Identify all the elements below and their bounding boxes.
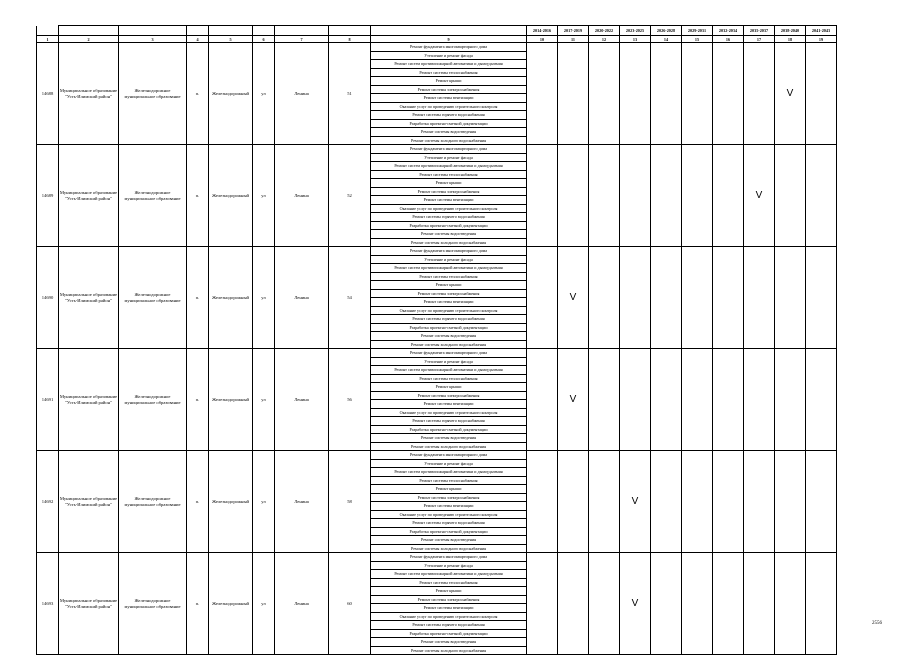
schedule-cell bbox=[527, 43, 558, 145]
street-type-cell-text: ул bbox=[261, 600, 266, 606]
column-number-cell: 19 bbox=[806, 36, 837, 43]
year-header-cell: 2035-2037 bbox=[744, 26, 775, 36]
street-cell-text: Ленина bbox=[294, 600, 309, 606]
street-cell bbox=[275, 247, 329, 349]
settlement-cell bbox=[119, 553, 187, 655]
year-header-row bbox=[37, 26, 837, 36]
work-type-cell: Ремонт системы вентиляции bbox=[371, 604, 527, 613]
schedule-cell bbox=[589, 43, 620, 145]
municipality-cell bbox=[59, 43, 119, 145]
settlement-cell-text: Железнодорожное муниципальное образование bbox=[124, 189, 181, 201]
street-cell-text: Ленина bbox=[294, 498, 309, 504]
schedule-cell bbox=[589, 145, 620, 247]
work-type-cell: Утепление и ремонт фасада bbox=[371, 51, 527, 60]
street-type-cell bbox=[253, 145, 275, 247]
column-number-cell: 17 bbox=[744, 36, 775, 43]
work-type-cell: Ремонт системы водоотведения bbox=[371, 638, 527, 647]
house-number-cell bbox=[329, 553, 371, 655]
work-type-cell: Ремонт фундамента многоквартирного дома bbox=[371, 451, 527, 460]
municipality-cell-text: Муниципальное образование "Усть-Илимский район" bbox=[59, 393, 118, 405]
blank-header-cell bbox=[253, 26, 275, 36]
record-id-text: 14692 bbox=[41, 498, 54, 504]
locality-cell bbox=[209, 451, 253, 553]
municipality-cell bbox=[59, 145, 119, 247]
street-cell bbox=[275, 451, 329, 553]
table-row bbox=[37, 145, 837, 154]
street-type-cell bbox=[253, 349, 275, 451]
schedule-cell bbox=[775, 247, 806, 349]
blank-header-cell bbox=[275, 26, 329, 36]
schedule-cell bbox=[806, 553, 837, 655]
settlement-type-cell bbox=[187, 43, 209, 145]
schedule-cell bbox=[682, 349, 713, 451]
street-cell-text: Ленина bbox=[294, 90, 309, 96]
work-type-cell: Ремонт фундамента многоквартирного дома bbox=[371, 553, 527, 562]
schedule-cell bbox=[589, 553, 620, 655]
settlement-cell-text: Железнодорожное муниципальное образование bbox=[124, 393, 181, 405]
work-type-cell: Разработка проектно-сметной документации bbox=[371, 221, 527, 230]
work-type-cell: Ремонт системы вентиляции bbox=[371, 400, 527, 409]
schedule-cell bbox=[713, 145, 744, 247]
blank-header-cell bbox=[119, 26, 187, 36]
work-type-cell: Ремонт систем противопожарной автоматики и дымоудаления bbox=[371, 60, 527, 69]
house-number-cell bbox=[329, 145, 371, 247]
work-type-cell: Ремонт системы теплоснабжения bbox=[371, 476, 527, 485]
work-type-cell: Утепление и ремонт фасада bbox=[371, 561, 527, 570]
settlement-type-cell-text: п. bbox=[195, 192, 200, 198]
column-number-cell: 13 bbox=[620, 36, 651, 43]
work-type-cell: Ремонт системы холодного водоснабжения bbox=[371, 442, 527, 451]
schedule-cell bbox=[806, 145, 837, 247]
work-type-cell: Утепление и ремонт фасада bbox=[371, 153, 527, 162]
settlement-type-cell bbox=[187, 553, 209, 655]
work-type-cell: Утепление и ремонт фасада bbox=[371, 357, 527, 366]
house-number-cell-text: 60 bbox=[347, 600, 352, 606]
schedule-cell bbox=[682, 43, 713, 145]
schedule-cell bbox=[589, 349, 620, 451]
schedule-cell bbox=[558, 43, 589, 145]
schedule-cell bbox=[527, 247, 558, 349]
municipality-cell-text: Муниципальное образование "Усть-Илимский район" bbox=[59, 189, 118, 201]
column-number-cell: 15 bbox=[682, 36, 713, 43]
document-page bbox=[36, 25, 837, 655]
municipality-cell bbox=[59, 349, 119, 451]
work-type-cell: Ремонт системы горячего водоснабжения bbox=[371, 621, 527, 630]
locality-cell bbox=[209, 43, 253, 145]
work-type-cell: Разработка проектно-сметной документации bbox=[371, 629, 527, 638]
column-number-cell: 6 bbox=[253, 36, 275, 43]
work-type-cell: Ремонт системы горячего водоснабжения bbox=[371, 315, 527, 324]
column-number-cell: 2 bbox=[59, 36, 119, 43]
settlement-cell bbox=[119, 451, 187, 553]
settlement-type-cell-text: п. bbox=[195, 498, 200, 504]
street-type-cell-text: ул bbox=[261, 498, 266, 504]
schedule-cell bbox=[527, 451, 558, 553]
record-id bbox=[37, 349, 59, 451]
locality-cell-text: Железнодорожный bbox=[211, 396, 250, 402]
work-type-cell: Ремонт системы горячего водоснабжения bbox=[371, 111, 527, 120]
street-type-cell-text: ул bbox=[261, 192, 266, 198]
settlement-type-cell bbox=[187, 349, 209, 451]
street-type-cell-text: ул bbox=[261, 396, 266, 402]
settlement-type-cell-text: п. bbox=[195, 294, 200, 300]
house-number-cell-text: 56 bbox=[347, 396, 352, 402]
schedule-cell bbox=[775, 553, 806, 655]
record-id-text: 14689 bbox=[41, 192, 54, 198]
schedule-cell bbox=[558, 553, 589, 655]
house-number-cell bbox=[329, 349, 371, 451]
locality-cell bbox=[209, 349, 253, 451]
work-type-cell: Ремонт системы холодного водоснабжения bbox=[371, 646, 527, 655]
blank-header-cell bbox=[187, 26, 209, 36]
work-type-cell: Ремонт системы горячего водоснабжения bbox=[371, 519, 527, 528]
column-number-cell: 18 bbox=[775, 36, 806, 43]
street-type-cell-text: ул bbox=[261, 90, 266, 96]
schedule-cell bbox=[651, 553, 682, 655]
schedule-mark: V bbox=[620, 451, 651, 553]
municipality-cell-text: Муниципальное образование "Усть-Илимский район" bbox=[59, 495, 118, 507]
record-id-text: 14691 bbox=[41, 396, 54, 402]
schedule-cell bbox=[527, 145, 558, 247]
schedule-cell bbox=[527, 349, 558, 451]
column-number-cell: 10 bbox=[527, 36, 558, 43]
work-type-cell: Утепление и ремонт фасада bbox=[371, 255, 527, 264]
street-cell bbox=[275, 349, 329, 451]
record-id bbox=[37, 43, 59, 145]
schedule-cell bbox=[589, 247, 620, 349]
year-header-cell: 2017-2019 bbox=[558, 26, 589, 36]
schedule-cell bbox=[713, 553, 744, 655]
locality-cell-text: Железнодорожный bbox=[211, 600, 250, 606]
capital-repair-table bbox=[36, 25, 837, 655]
column-number-cell: 12 bbox=[589, 36, 620, 43]
work-type-cell: Оказание услуг по проведению строительного контроля bbox=[371, 102, 527, 111]
work-type-cell: Ремонт системы электроснабжения bbox=[371, 595, 527, 604]
work-type-cell: Ремонт системы вентиляции bbox=[371, 298, 527, 307]
settlement-type-cell bbox=[187, 145, 209, 247]
street-cell-text: Ленина bbox=[294, 294, 309, 300]
locality-cell-text: Железнодорожный bbox=[211, 498, 250, 504]
schedule-cell bbox=[620, 43, 651, 145]
work-type-cell: Ремонт системы теплоснабжения bbox=[371, 68, 527, 77]
schedule-cell bbox=[651, 247, 682, 349]
house-number-cell bbox=[329, 247, 371, 349]
column-number-cell: 1 bbox=[37, 36, 59, 43]
schedule-cell bbox=[620, 247, 651, 349]
schedule-cell bbox=[620, 145, 651, 247]
house-number-cell bbox=[329, 43, 371, 145]
settlement-type-cell bbox=[187, 451, 209, 553]
work-type-cell: Утепление и ремонт фасада bbox=[371, 459, 527, 468]
work-type-cell: Ремонт системы вентиляции bbox=[371, 94, 527, 103]
work-type-cell: Ремонт систем противопожарной автоматики и дымоудаления bbox=[371, 570, 527, 579]
work-type-cell: Ремонт фундамента многоквартирного дома bbox=[371, 43, 527, 52]
year-header-cell: 2014-2016 bbox=[527, 26, 558, 36]
settlement-type-cell-text: п. bbox=[195, 600, 200, 606]
blank-header-cell bbox=[37, 26, 59, 36]
locality-cell-text: Железнодорожный bbox=[211, 90, 250, 96]
work-type-cell: Оказание услуг по проведению строительного контроля bbox=[371, 204, 527, 213]
settlement-cell bbox=[119, 247, 187, 349]
work-type-cell: Ремонт крыши bbox=[371, 179, 527, 188]
street-type-cell bbox=[253, 43, 275, 145]
column-number-cell: 5 bbox=[209, 36, 253, 43]
work-type-cell: Ремонт крыши bbox=[371, 281, 527, 290]
work-type-cell: Ремонт системы теплоснабжения bbox=[371, 374, 527, 383]
work-type-cell: Ремонт системы вентиляции bbox=[371, 196, 527, 205]
work-type-cell: Ремонт систем противопожарной автоматики и дымоудаления bbox=[371, 468, 527, 477]
work-type-cell: Ремонт фундамента многоквартирного дома bbox=[371, 145, 527, 154]
column-number-cell: 11 bbox=[558, 36, 589, 43]
work-type-cell: Ремонт системы холодного водоснабжения bbox=[371, 238, 527, 247]
municipality-cell-text: Муниципальное образование "Усть-Илимский район" bbox=[59, 291, 118, 303]
municipality-cell bbox=[59, 451, 119, 553]
street-cell-text: Ленина bbox=[294, 192, 309, 198]
settlement-cell-text: Железнодорожное муниципальное образование bbox=[124, 495, 181, 507]
column-number-cell: 3 bbox=[119, 36, 187, 43]
schedule-cell bbox=[651, 451, 682, 553]
street-cell bbox=[275, 145, 329, 247]
settlement-cell-text: Железнодорожное муниципальное образование bbox=[124, 291, 181, 303]
schedule-cell bbox=[682, 553, 713, 655]
work-type-cell: Ремонт фундамента многоквартирного дома bbox=[371, 349, 527, 358]
municipality-cell bbox=[59, 247, 119, 349]
work-type-cell: Ремонт системы электроснабжения bbox=[371, 289, 527, 298]
work-type-cell: Ремонт системы электроснабжения bbox=[371, 85, 527, 94]
schedule-cell bbox=[620, 349, 651, 451]
work-type-cell: Ремонт системы холодного водоснабжения bbox=[371, 340, 527, 349]
year-header-cell: 2020-2022 bbox=[589, 26, 620, 36]
year-header-cell: 2032-2034 bbox=[713, 26, 744, 36]
schedule-cell bbox=[806, 43, 837, 145]
schedule-cell bbox=[806, 247, 837, 349]
column-number-cell: 8 bbox=[329, 36, 371, 43]
house-number-cell-text: 51 bbox=[347, 90, 352, 96]
schedule-cell bbox=[775, 349, 806, 451]
house-number-cell-text: 58 bbox=[347, 498, 352, 504]
work-type-cell: Ремонт системы теплоснабжения bbox=[371, 578, 527, 587]
schedule-cell bbox=[775, 451, 806, 553]
street-type-cell bbox=[253, 451, 275, 553]
schedule-cell bbox=[713, 451, 744, 553]
schedule-cell bbox=[527, 553, 558, 655]
work-type-cell: Ремонт системы водоотведения bbox=[371, 230, 527, 239]
record-id bbox=[37, 553, 59, 655]
settlement-cell-text: Железнодорожное муниципальное образование bbox=[124, 87, 181, 99]
year-header-cell: 2038-2040 bbox=[775, 26, 806, 36]
street-cell bbox=[275, 43, 329, 145]
schedule-cell bbox=[713, 247, 744, 349]
work-type-cell: Ремонт системы водоотведения bbox=[371, 332, 527, 341]
work-type-cell: Ремонт крыши bbox=[371, 77, 527, 86]
locality-cell bbox=[209, 247, 253, 349]
year-header-cell: 2029-2031 bbox=[682, 26, 713, 36]
blank-header-cell bbox=[209, 26, 253, 36]
schedule-cell bbox=[806, 451, 837, 553]
settlement-type-cell-text: п. bbox=[195, 396, 200, 402]
work-type-cell: Ремонт системы теплоснабжения bbox=[371, 170, 527, 179]
settlement-type-cell-text: п. bbox=[195, 90, 200, 96]
house-number-cell-text: 54 bbox=[347, 294, 352, 300]
work-type-cell: Ремонт системы горячего водоснабжения bbox=[371, 213, 527, 222]
settlement-cell bbox=[119, 145, 187, 247]
column-number-cell: 14 bbox=[651, 36, 682, 43]
work-type-cell: Ремонт крыши bbox=[371, 485, 527, 494]
record-id bbox=[37, 247, 59, 349]
schedule-mark: V bbox=[558, 247, 589, 349]
street-cell-text: Ленина bbox=[294, 396, 309, 402]
year-header-cell: 2023-2025 bbox=[620, 26, 651, 36]
locality-cell-text: Железнодорожный bbox=[211, 294, 250, 300]
schedule-mark: V bbox=[558, 349, 589, 451]
blank-header-cell bbox=[329, 26, 371, 36]
work-type-cell: Ремонт систем противопожарной автоматики и дымоудаления bbox=[371, 162, 527, 171]
record-id-text: 14688 bbox=[41, 90, 54, 96]
work-type-cell: Ремонт системы электроснабжения bbox=[371, 391, 527, 400]
municipality-cell-text: Муниципальное образование "Усть-Илимский район" bbox=[59, 87, 118, 99]
table-row bbox=[37, 451, 837, 460]
schedule-cell bbox=[558, 451, 589, 553]
column-number-cell: 9 bbox=[371, 36, 527, 43]
record-id bbox=[37, 451, 59, 553]
schedule-cell bbox=[806, 349, 837, 451]
year-header-cell: 2041-2043 bbox=[806, 26, 837, 36]
schedule-mark: V bbox=[744, 145, 775, 247]
street-type-cell bbox=[253, 553, 275, 655]
work-type-cell: Ремонт системы электроснабжения bbox=[371, 493, 527, 502]
work-type-cell: Разработка проектно-сметной документации bbox=[371, 323, 527, 332]
settlement-cell bbox=[119, 43, 187, 145]
schedule-cell bbox=[682, 145, 713, 247]
house-number-cell bbox=[329, 451, 371, 553]
work-type-cell: Оказание услуг по проведению строительного контроля bbox=[371, 612, 527, 621]
work-type-cell: Ремонт систем противопожарной автоматики и дымоудаления bbox=[371, 264, 527, 273]
street-type-cell-text: ул bbox=[261, 294, 266, 300]
work-type-cell: Ремонт системы водоотведения bbox=[371, 128, 527, 137]
year-header-cell: 2026-2028 bbox=[651, 26, 682, 36]
schedule-cell bbox=[682, 451, 713, 553]
table-row bbox=[37, 43, 837, 52]
table-row bbox=[37, 247, 837, 256]
schedule-cell bbox=[744, 451, 775, 553]
schedule-cell bbox=[651, 43, 682, 145]
schedule-cell bbox=[558, 145, 589, 247]
column-number-row bbox=[37, 36, 837, 43]
blank-header-cell bbox=[59, 26, 119, 36]
schedule-cell bbox=[651, 145, 682, 247]
schedule-cell bbox=[651, 349, 682, 451]
work-type-cell: Ремонт системы холодного водоснабжения bbox=[371, 136, 527, 145]
record-id-text: 14690 bbox=[41, 294, 54, 300]
schedule-cell bbox=[744, 553, 775, 655]
work-type-cell: Ремонт крыши bbox=[371, 587, 527, 596]
work-type-cell: Ремонт системы электроснабжения bbox=[371, 187, 527, 196]
municipality-cell bbox=[59, 553, 119, 655]
schedule-cell bbox=[682, 247, 713, 349]
municipality-cell-text: Муниципальное образование "Усть-Илимский район" bbox=[59, 597, 118, 609]
schedule-cell bbox=[744, 349, 775, 451]
column-number-cell: 7 bbox=[275, 36, 329, 43]
work-type-cell: Оказание услуг по проведению строительного контроля bbox=[371, 306, 527, 315]
schedule-cell bbox=[589, 451, 620, 553]
work-type-cell: Ремонт системы горячего водоснабжения bbox=[371, 417, 527, 426]
locality-cell bbox=[209, 145, 253, 247]
work-type-cell: Разработка проектно-сметной документации bbox=[371, 425, 527, 434]
column-number-cell: 16 bbox=[713, 36, 744, 43]
work-type-cell: Ремонт системы водоотведения bbox=[371, 536, 527, 545]
schedule-mark: V bbox=[775, 43, 806, 145]
work-type-cell: Разработка проектно-сметной документации bbox=[371, 527, 527, 536]
work-type-cell: Оказание услуг по проведению строительного контроля bbox=[371, 510, 527, 519]
work-type-cell: Ремонт системы водоотведения bbox=[371, 434, 527, 443]
locality-cell bbox=[209, 553, 253, 655]
work-type-cell: Оказание услуг по проведению строительного контроля bbox=[371, 408, 527, 417]
locality-cell-text: Железнодорожный bbox=[211, 192, 250, 198]
settlement-type-cell bbox=[187, 247, 209, 349]
table-row bbox=[37, 349, 837, 358]
record-id bbox=[37, 145, 59, 247]
street-type-cell bbox=[253, 247, 275, 349]
work-type-cell: Ремонт систем противопожарной автоматики и дымоудаления bbox=[371, 366, 527, 375]
house-number-cell-text: 52 bbox=[347, 192, 352, 198]
blank-header-cell bbox=[371, 26, 527, 36]
record-id-text: 14693 bbox=[41, 600, 54, 606]
work-type-cell: Ремонт крыши bbox=[371, 383, 527, 392]
schedule-cell bbox=[744, 43, 775, 145]
schedule-cell bbox=[775, 145, 806, 247]
schedule-cell bbox=[744, 247, 775, 349]
work-type-cell: Ремонт системы вентиляции bbox=[371, 502, 527, 511]
work-type-cell: Ремонт системы холодного водоснабжения bbox=[371, 544, 527, 553]
settlement-cell bbox=[119, 349, 187, 451]
street-cell bbox=[275, 553, 329, 655]
schedule-cell bbox=[713, 349, 744, 451]
work-type-cell: Ремонт фундамента многоквартирного дома bbox=[371, 247, 527, 256]
schedule-mark: V bbox=[620, 553, 651, 655]
schedule-cell bbox=[713, 43, 744, 145]
work-type-cell: Разработка проектно-сметной документации bbox=[371, 119, 527, 128]
column-number-cell: 4 bbox=[187, 36, 209, 43]
table-row bbox=[37, 553, 837, 562]
settlement-cell-text: Железнодорожное муниципальное образование bbox=[124, 597, 181, 609]
page-number: 2556 bbox=[872, 621, 882, 626]
work-type-cell: Ремонт системы теплоснабжения bbox=[371, 272, 527, 281]
